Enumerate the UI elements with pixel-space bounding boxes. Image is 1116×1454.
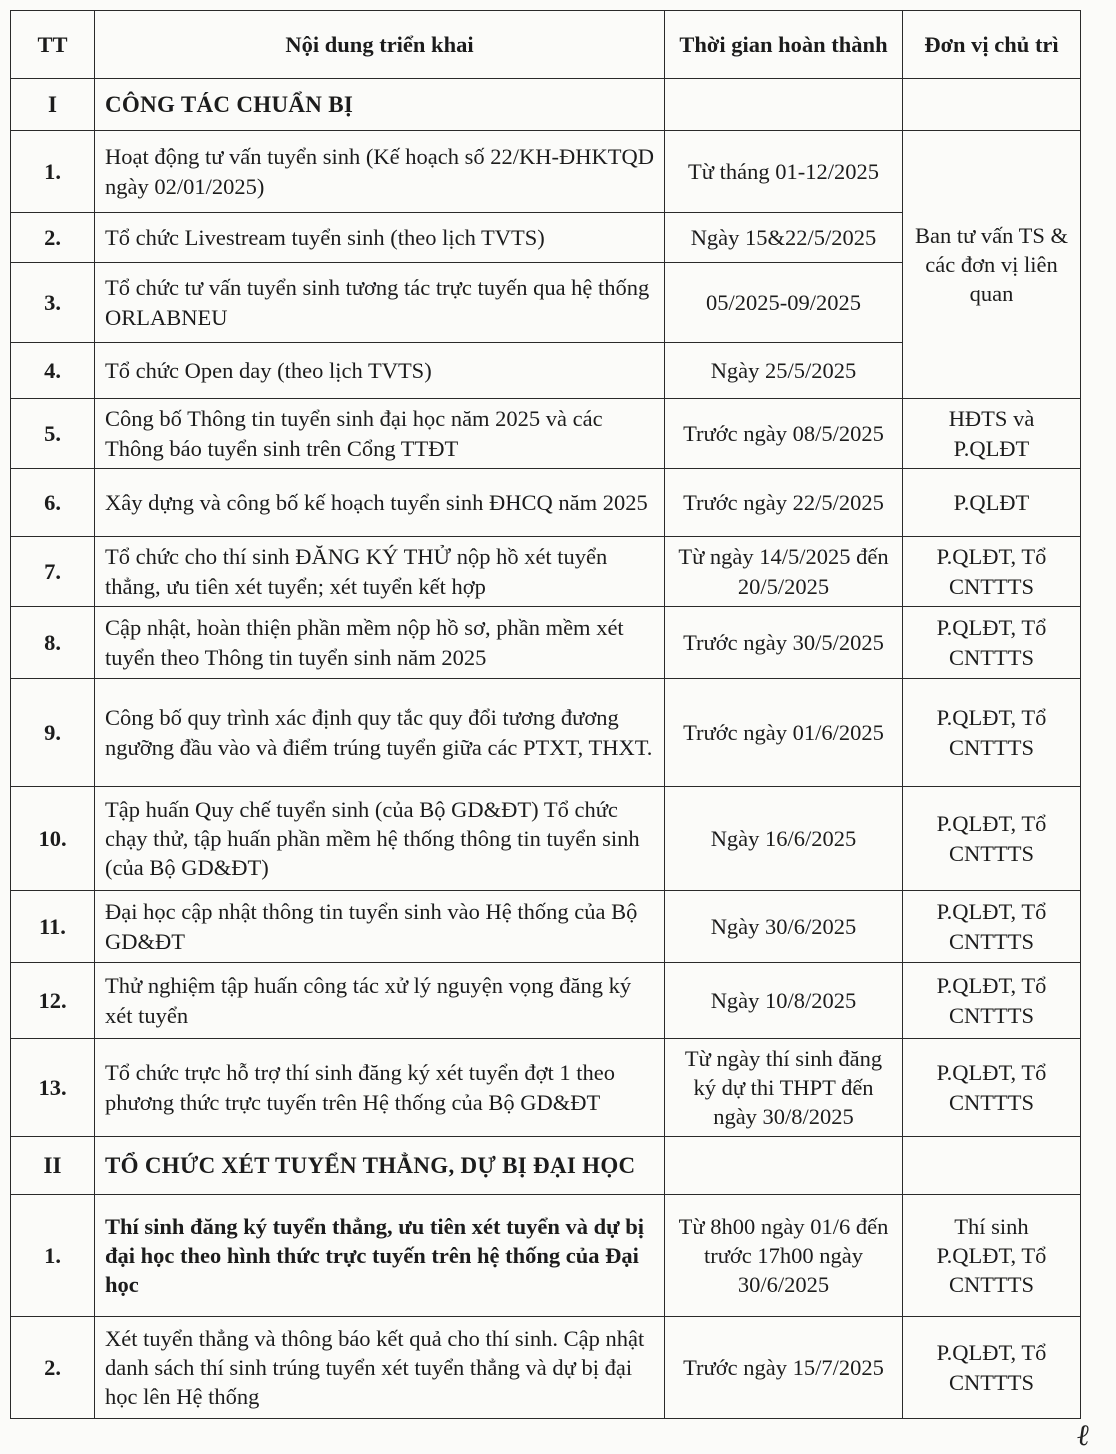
row-content: Đại học cập nhật thông tin tuyển sinh vào Hệ thống của Bộ GD&ĐT — [95, 891, 665, 963]
table-row — [11, 399, 1081, 469]
row-unit: HĐTS và P.QLĐT — [903, 399, 1081, 469]
row-unit: P.QLĐT, Tổ CNTTTS — [903, 787, 1081, 891]
table-row — [11, 891, 1081, 963]
row-number: 11. — [11, 891, 95, 963]
row-time: Trước ngày 30/5/2025 — [665, 607, 903, 679]
row-time: Trước ngày 08/5/2025 — [665, 399, 903, 469]
row-unit: P.QLĐT, Tổ CNTTTS — [903, 1039, 1081, 1137]
row-content: Xây dựng và công bố kế hoạch tuyển sinh ĐHCQ năm 2025 — [95, 469, 665, 537]
shared-unit-cell: Ban tư vấn TS & các đơn vị liên quan — [903, 131, 1081, 399]
row-number: 13. — [11, 1039, 95, 1137]
row-content: Xét tuyển thẳng và thông báo kết quả cho thí sinh. Cập nhật danh sách thí sinh trúng tuyển xét tuyển thẳng và dự bị đại học lên Hệ thống — [95, 1317, 665, 1419]
row-number: 7. — [11, 537, 95, 607]
table-row — [11, 537, 1081, 607]
row-number: 1. — [11, 131, 95, 213]
row-content: Hoạt động tư vấn tuyển sinh (Kế hoạch số 22/KH-ĐHKTQD ngày 02/01/2025) — [95, 131, 665, 213]
row-content: Cập nhật, hoàn thiện phần mềm nộp hồ sơ, phần mềm xét tuyển theo Thông tin tuyển sinh năm 2025 — [95, 607, 665, 679]
row-time: Ngày 15&22/5/2025 — [665, 213, 903, 263]
header-content: Nội dung triển khai — [95, 11, 665, 79]
row-time: Ngày 30/6/2025 — [665, 891, 903, 963]
row-content: Tập huấn Quy chế tuyển sinh (của Bộ GD&ĐT) Tổ chức chạy thử, tập huấn phần mềm hệ thống thông tin tuyển sinh (của Bộ GD&ĐT) — [95, 787, 665, 891]
row-content: Công bố Thông tin tuyển sinh đại học năm 2025 và các Thông báo tuyển sinh trên Cổng TTĐT — [95, 399, 665, 469]
section-title: TỔ CHỨC XÉT TUYỂN THẲNG, DỰ BỊ ĐẠI HỌC — [95, 1137, 665, 1195]
row-number: 12. — [11, 963, 95, 1039]
row-content: Tổ chức Livestream tuyển sinh (theo lịch TVTS) — [95, 213, 665, 263]
row-time: Trước ngày 01/6/2025 — [665, 679, 903, 787]
header-unit: Đơn vị chủ trì — [903, 11, 1081, 79]
table-header-row — [11, 11, 1081, 79]
row-time: Từ ngày thí sinh đăng ký dự thi THPT đến ngày 30/8/2025 — [665, 1039, 903, 1137]
table-row — [11, 1195, 1081, 1317]
section-empty-cell — [903, 1137, 1081, 1195]
table-row — [11, 1039, 1081, 1137]
row-number: 2. — [11, 213, 95, 263]
section-empty-cell — [665, 1137, 903, 1195]
row-unit: P.QLĐT, Tổ CNTTTS — [903, 963, 1081, 1039]
row-number: 6. — [11, 469, 95, 537]
row-unit: P.QLĐT, Tổ CNTTTS — [903, 1317, 1081, 1419]
row-time: Ngày 16/6/2025 — [665, 787, 903, 891]
table-row — [11, 787, 1081, 891]
section-empty-cell — [903, 79, 1081, 131]
row-number: 4. — [11, 343, 95, 399]
admission-plan-table — [10, 10, 1081, 1419]
row-unit: P.QLĐT, Tổ CNTTTS — [903, 679, 1081, 787]
row-unit: Thí sinh P.QLĐT, Tổ CNTTTS — [903, 1195, 1081, 1317]
row-number: 5. — [11, 399, 95, 469]
table-row — [11, 679, 1081, 787]
row-time: Trước ngày 22/5/2025 — [665, 469, 903, 537]
section-roman: II — [11, 1137, 95, 1195]
row-time: Ngày 10/8/2025 — [665, 963, 903, 1039]
row-number: 8. — [11, 607, 95, 679]
row-content: Tổ chức tư vấn tuyển sinh tương tác trực tuyến qua hệ thống ORLABNEU — [95, 263, 665, 343]
row-time: Từ ngày 14/5/2025 đến 20/5/2025 — [665, 537, 903, 607]
row-time: Từ tháng 01-12/2025 — [665, 131, 903, 213]
header-time: Thời gian hoàn thành — [665, 11, 903, 79]
section-row-1 — [11, 79, 1081, 131]
row-unit: P.QLĐT, Tổ CNTTTS — [903, 607, 1081, 679]
row-number: 2. — [11, 1317, 95, 1419]
row-time: 05/2025-09/2025 — [665, 263, 903, 343]
table-row — [11, 963, 1081, 1039]
row-content: Thí sinh đăng ký tuyển thẳng, ưu tiên xét tuyển và dự bị đại học theo hình thức trực tuyến trên hệ thống của Đại học — [95, 1195, 665, 1317]
row-number: 3. — [11, 263, 95, 343]
row-time: Từ 8h00 ngày 01/6 đến trước 17h00 ngày 30/6/2025 — [665, 1195, 903, 1317]
row-number: 9. — [11, 679, 95, 787]
section-title: CÔNG TÁC CHUẨN BỊ — [95, 79, 665, 131]
row-number: 1. — [11, 1195, 95, 1317]
row-content: Công bố quy trình xác định quy tắc quy đổi tương đương ngưỡng đầu vào và điểm trúng tuyển giữa các PTXT, THXT. — [95, 679, 665, 787]
row-time: Trước ngày 15/7/2025 — [665, 1317, 903, 1419]
table-row — [11, 1317, 1081, 1419]
table-row — [11, 607, 1081, 679]
header-tt: TT — [11, 11, 95, 79]
row-unit: P.QLĐT, Tổ CNTTTS — [903, 537, 1081, 607]
section-empty-cell — [665, 79, 903, 131]
table-row — [11, 469, 1081, 537]
row-unit: P.QLĐT — [903, 469, 1081, 537]
row-time: Ngày 25/5/2025 — [665, 343, 903, 399]
section-roman: I — [11, 79, 95, 131]
row-content: Thử nghiệm tập huấn công tác xử lý nguyện vọng đăng ký xét tuyển — [95, 963, 665, 1039]
row-content: Tổ chức cho thí sinh ĐĂNG KÝ THỬ nộp hồ xét tuyển thẳng, ưu tiên xét tuyển; xét tuyển kết hợp — [95, 537, 665, 607]
row-unit: P.QLĐT, Tổ CNTTTS — [903, 891, 1081, 963]
row-content: Tổ chức trực hỗ trợ thí sinh đăng ký xét tuyển đợt 1 theo phương thức trực tuyến trên Hệ thống của Bộ GD&ĐT — [95, 1039, 665, 1137]
row-number: 10. — [11, 787, 95, 891]
row-content: Tổ chức Open day (theo lịch TVTS) — [95, 343, 665, 399]
section-row-2 — [11, 1137, 1081, 1195]
table-row — [11, 131, 1081, 213]
margin-signature-mark: ℓ — [1073, 1417, 1093, 1454]
